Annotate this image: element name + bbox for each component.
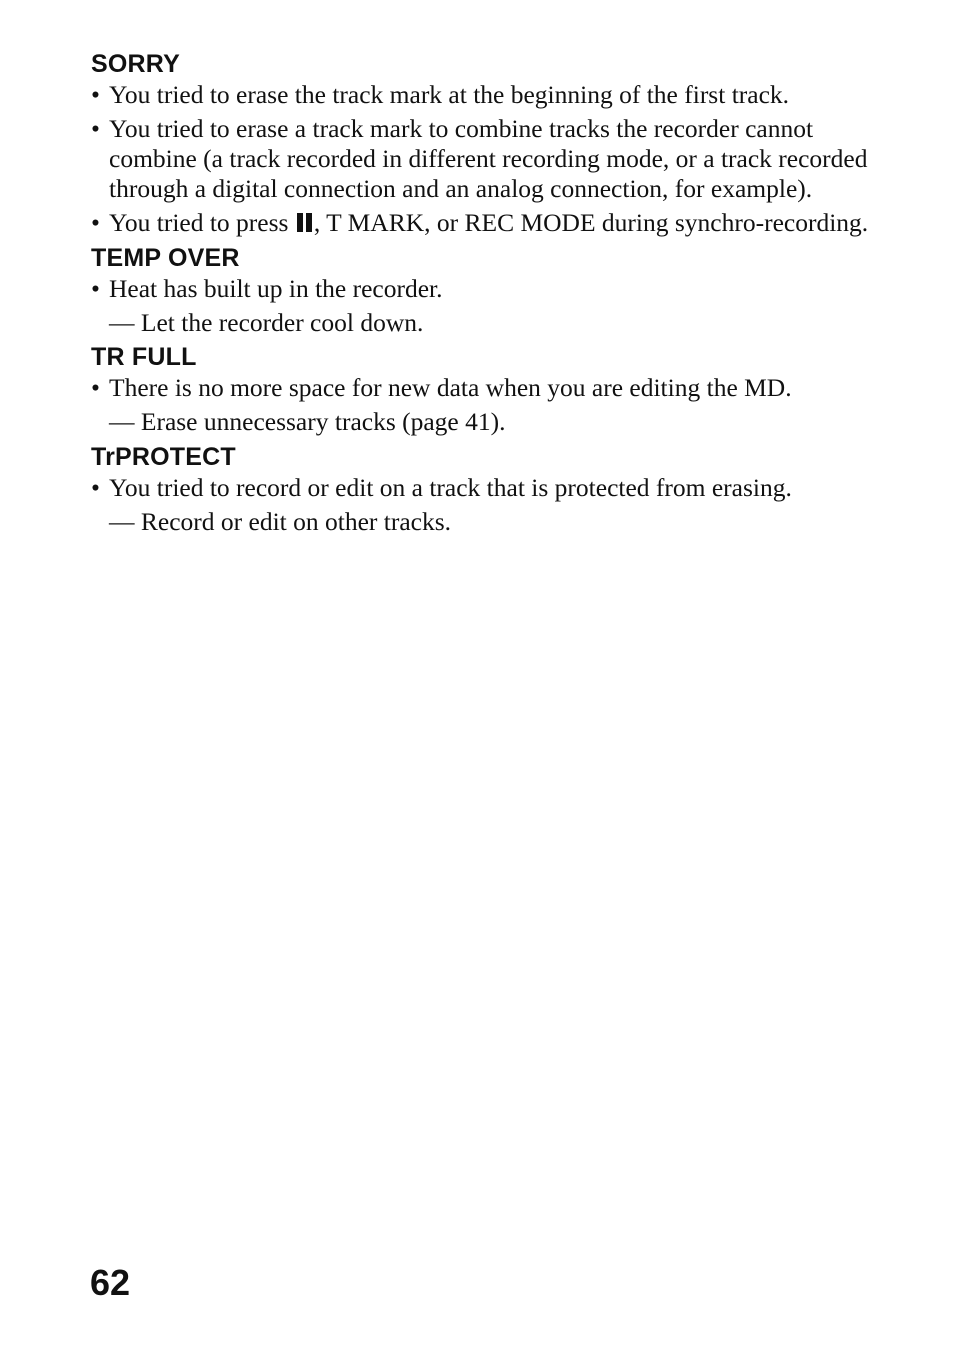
bullet-item: • You tried to erase a track mark to combine tracks the recorder cannot combine (a track recorded in different recording mode, or a track recorded through a digital connection and an analog connection, for example).	[91, 114, 899, 205]
bullet-text-after-icon: , T MARK, or REC MODE during synchro-recording.	[313, 208, 869, 237]
remedy-item: — Let the recorder cool down.	[109, 307, 424, 337]
bullet-item: • You tried to record or edit on a track that is protected from erasing.	[91, 473, 899, 503]
section-heading-temp-over: TEMP OVER	[91, 243, 240, 272]
section-trprotect	[91, 441, 891, 537]
bullet-item: • There is no more space for new data when you are editing the MD.	[91, 373, 899, 403]
section-heading-sorry: SORRY	[91, 50, 180, 78]
section-heading-tr-full: TR FULL	[91, 343, 197, 372]
section-tr-full	[91, 341, 891, 437]
pause-icon	[295, 213, 313, 232]
page-number: 62	[90, 1262, 131, 1303]
section-heading-trprotect: TrPROTECT	[91, 442, 236, 471]
bullet-item: • You tried to erase the track mark at the beginning of the first track.	[91, 80, 899, 110]
remedy-item: — Record or edit on other tracks.	[109, 506, 452, 536]
bullet-item-pause	[91, 208, 899, 238]
section-sorry	[91, 48, 891, 238]
remedy-item: — Erase unnecessary tracks (page 41).	[109, 407, 506, 437]
manual-content	[91, 48, 891, 541]
bullet-item: • Heat has built up in the recorder.	[91, 274, 899, 304]
section-temp-over	[91, 242, 891, 338]
bullet-text-before-icon: You tried to press	[109, 208, 295, 237]
